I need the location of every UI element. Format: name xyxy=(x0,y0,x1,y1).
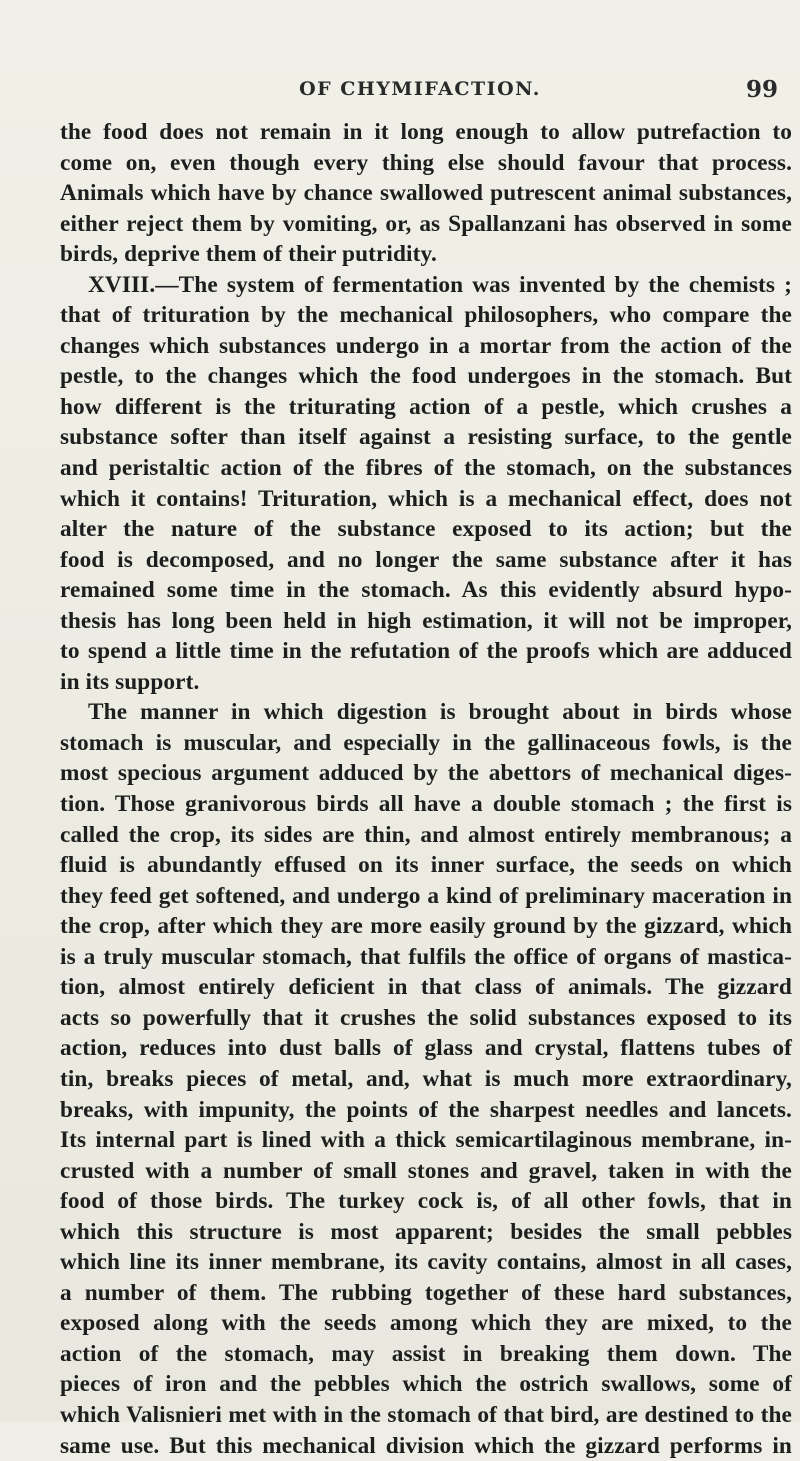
text-line: acts so powerfully that it crushes the solid substances exposed to its xyxy=(60,1004,792,1031)
text-line: in its support. xyxy=(60,668,200,695)
text-line: pestle, to the changes which the food undergoes in the stomach. But xyxy=(60,363,792,390)
text-line: tion. Those granivorous birds all have a double stomach ; the first is xyxy=(60,791,792,818)
text-line: action of the stomach, may assist in breaking them down. The xyxy=(60,1340,792,1367)
text-line: that of trituration by the mechanical philosophers, who compare the xyxy=(60,302,792,329)
text-line: they feed get softened, and undergo a kind of preliminary maceration in xyxy=(60,882,792,909)
text-line: tion, almost entirely deficient in that class of animals. The gizzard xyxy=(60,974,792,1001)
text-line: fluid is abundantly effused on its inner surface, the seeds on which xyxy=(60,852,792,879)
running-head xyxy=(60,78,780,118)
text-line: come on, even though every thing else should favour that process. xyxy=(60,149,792,176)
text-line: changes which substances undergo in a mortar from the action of the xyxy=(60,332,792,359)
text-line: action, reduces into dust balls of glass and crystal, flattens tubes of xyxy=(60,1035,792,1062)
text-line: a number of them. The rubbing together of these hard substances, xyxy=(60,1279,792,1306)
text-line: breaks, with impunity, the points of the sharpest needles and lancets. xyxy=(60,1096,792,1123)
text-line: substance softer than itself against a resisting surface, to the gentle xyxy=(60,424,792,451)
text-line: which Valisnieri met with in the stomach of that bird, are destined to the xyxy=(60,1401,792,1428)
text-line: tin, breaks pieces of metal, and, what is much more extraordinary, xyxy=(60,1065,792,1092)
text-line: which line its inner membrane, its cavity contains, almost in all cases, xyxy=(60,1249,792,1276)
paragraph-start-line: The manner in which digestion is brought about in birds whose xyxy=(88,699,792,726)
text-line: to spend a little time in the refutation of the proofs which are adduced xyxy=(60,638,792,665)
text-line: food is decomposed, and no longer the same substance after it has xyxy=(60,546,792,573)
text-line: thesis has long been held in high estimation, it will not be improper, xyxy=(60,607,792,634)
running-title: OF CHYMIFACTION. xyxy=(299,78,541,100)
section-heading-line: XVIII.—The system of fermentation was invented by the chemists ; xyxy=(88,271,792,298)
text-line: pieces of iron and the pebbles which the ostrich swallows, some of xyxy=(60,1371,792,1398)
text-line: same use. But this mechanical division which the gizzard performs in xyxy=(60,1432,792,1459)
text-line: which this structure is most apparent; besides the small pebbles xyxy=(60,1218,792,1245)
text-line: either reject them by vomiting, or, as Spallanzani has observed in some xyxy=(60,210,792,237)
text-line: food of those birds. The turkey cock is, of all other fowls, that in xyxy=(60,1188,792,1215)
text-line: crusted with a number of small stones and gravel, taken in with the xyxy=(60,1157,792,1184)
text-line: birds, deprive them of their putridity. xyxy=(60,241,437,268)
text-line: Animals which have by chance swallowed putrescent animal substances, xyxy=(60,180,792,207)
text-line: and peristaltic action of the fibres of the stomach, on the substances xyxy=(60,455,792,482)
text-line: Its internal part is lined with a thick semicartilaginous membrane, in- xyxy=(60,1127,792,1154)
text-line: is a truly muscular stomach, that fulfils the office of organs of mastica- xyxy=(60,943,792,970)
text-line: stomach is muscular, and especially in the gallinaceous fowls, is the xyxy=(60,729,792,756)
text-line: remained some time in the stomach. As this evidently absurd hypo- xyxy=(60,577,792,604)
text-line: the crop, after which they are more easily ground by the gizzard, which xyxy=(60,913,792,940)
text-line: most specious argument adduced by the abettors of mechanical diges- xyxy=(60,760,792,787)
text-line: exposed along with the seeds among which they are mixed, to the xyxy=(60,1310,792,1337)
page-number: 99 xyxy=(745,76,778,103)
text-line: alter the nature of the substance exposed to its action; but the xyxy=(60,516,792,543)
body-text xyxy=(60,117,792,1461)
text-line: which it contains! Trituration, which is a mechanical effect, does not xyxy=(60,485,792,512)
text-line: the food does not remain in it long enough to allow putrefaction to xyxy=(60,119,792,145)
text-line: called the crop, its sides are thin, and almost entirely membranous; a xyxy=(60,821,792,848)
text-line: how different is the triturating action of a pestle, which crushes a xyxy=(60,393,792,420)
